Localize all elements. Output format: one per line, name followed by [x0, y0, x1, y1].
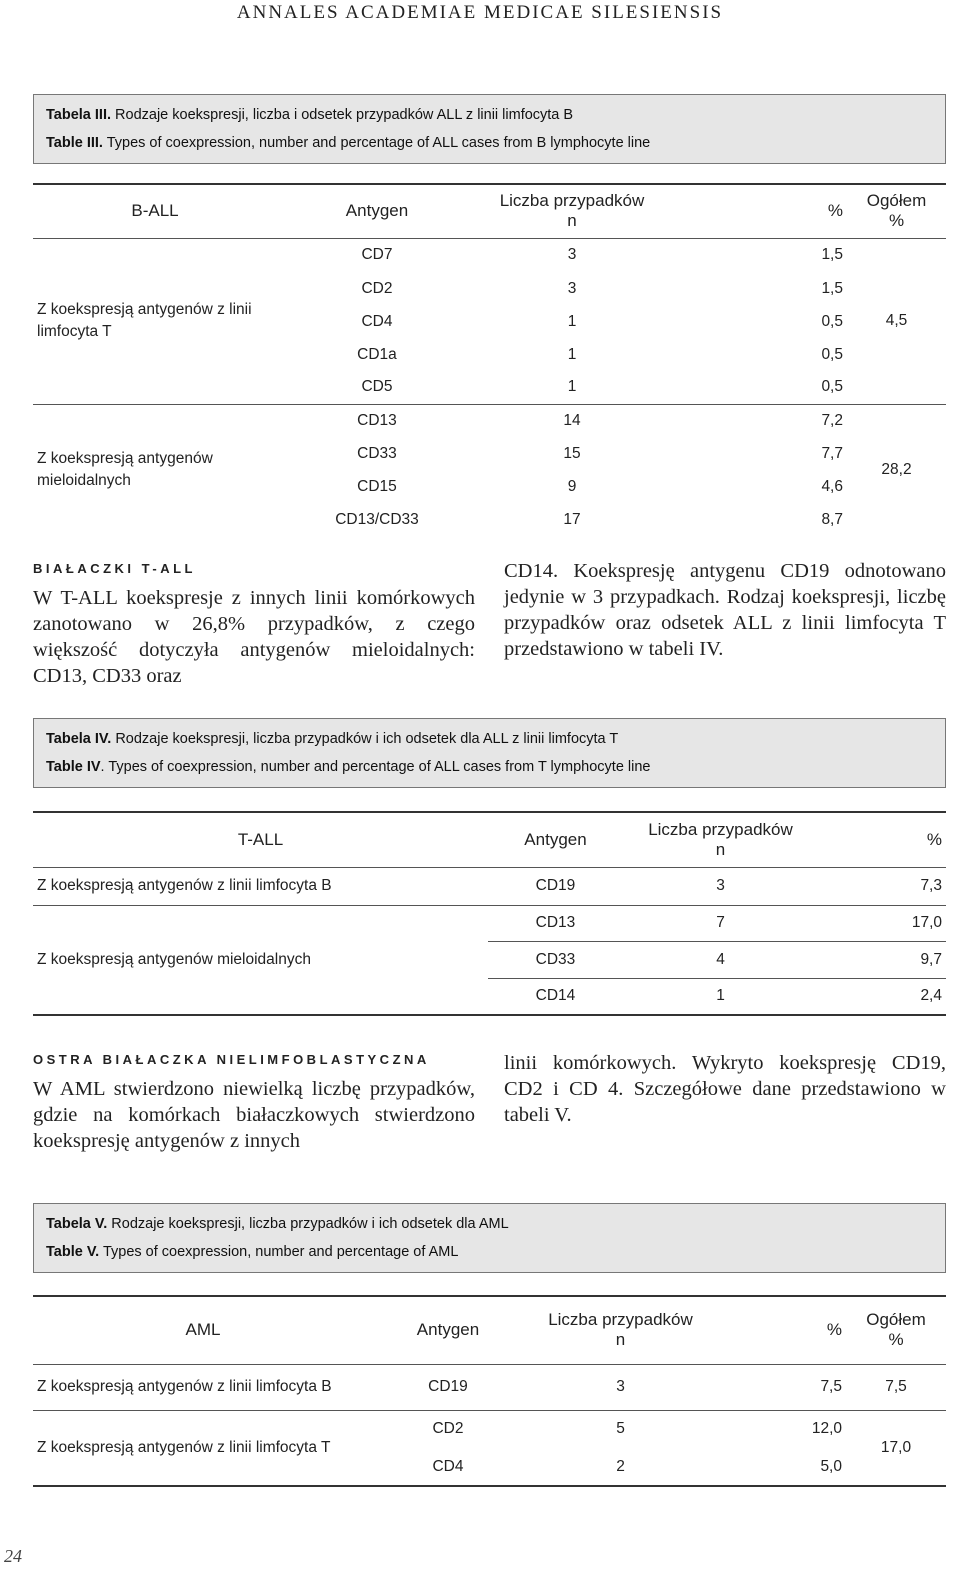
table4-caption: [33, 718, 946, 788]
pct-cell: 1,5: [821, 246, 843, 264]
antigen-cell: CD19: [535, 877, 576, 894]
table5-group1-total: 7,5: [885, 1378, 907, 1395]
pct-cell: 7,7: [821, 444, 843, 462]
table3-header-pct: %: [827, 201, 843, 221]
count-cell: 14: [563, 411, 581, 429]
table-row: [33, 1410, 946, 1448]
table4-caption-pl-label: Tabela IV.: [46, 731, 112, 747]
pct-cell: 5,0: [820, 1457, 842, 1475]
table3-group1-total: 4,5: [847, 238, 946, 404]
pct-cell: 9,7: [920, 950, 942, 968]
table5: [33, 1295, 946, 1487]
table3-header-count: Liczba przypadków n: [499, 191, 645, 231]
table3-header-antigen: Antygen: [345, 201, 409, 221]
pct-cell: 0,5: [821, 312, 843, 330]
pct-cell: 7,2: [821, 411, 843, 429]
table4-header-antigen: Antygen: [524, 829, 587, 849]
section-tall-col2: CD14. Koekspresję antygenu CD19 odnotowano jedynie w 3 przypadkach. Rodzaj koekspresji, liczbę przypadków oraz odsetek ALL z linii limfocyta T przedstawiono w tabeli IV.: [504, 560, 946, 660]
count-cell: 5: [616, 1420, 625, 1438]
table-row: [33, 867, 946, 905]
table3-caption: [33, 94, 946, 164]
table4-group1-label: Z koekspresją antygenów z linii limfocyta B: [37, 877, 332, 894]
table-row: [33, 905, 946, 941]
section-tall-col1: W T-ALL koekspresje z innych linii komórkowych zanotowano w 26,8% przypadków, z czego większość dotyczyła antygenów mieloidalnych: CD13, CD33 oraz: [33, 587, 475, 687]
pct-cell: 4,6: [821, 477, 843, 495]
count-cell: 3: [567, 246, 577, 264]
table3-caption-en-label: Table III.: [46, 135, 103, 151]
pct-cell: 0,5: [821, 345, 843, 363]
table5-caption-pl-label: Tabela V.: [46, 1216, 108, 1232]
section-aml-col2: linii komórkowych. Wykryto koekspresję CD19, CD2 i CD 4. Szczegółowe dane przedstawiono w tabeli V.: [504, 1052, 946, 1126]
pct-cell: 12,0: [811, 1420, 842, 1438]
pct-cell: 7,5: [820, 1378, 842, 1395]
count-cell: 15: [563, 444, 581, 462]
table4-header-pct: %: [926, 829, 942, 849]
table4-group2-label: Z koekspresją antygenów mieloidalnych: [33, 905, 488, 1015]
section-title-tall: BIAŁACZKI T-ALL: [33, 561, 196, 576]
table5-group2-total: 17,0: [846, 1410, 946, 1486]
table3-group1-label: Z koekspresją antygenów z linii limfocyta T: [33, 238, 277, 404]
table5-header-pct: %: [826, 1320, 842, 1340]
pct-cell: 2,4: [920, 987, 942, 1005]
table5-group1-label: Z koekspresją antygenów z linii limfocyta B: [37, 1378, 332, 1395]
section-title-aml: OSTRA BIAŁACZKA NIELIMFOBLASTYCZNA: [33, 1052, 430, 1067]
table5-caption: [33, 1203, 946, 1273]
count-cell: 4: [716, 950, 725, 968]
count-cell: 1: [567, 345, 577, 363]
table5-header-antigen: Antygen: [416, 1320, 480, 1340]
table3-caption-pl: Rodzaje koekspresji, liczba i odsetek przypadków ALL z linii limfocyta B: [111, 107, 574, 123]
table5-header-count: Liczba przypadków n: [548, 1310, 693, 1350]
table5-caption-en: Types of coexpression, number and percentage of AML: [99, 1244, 459, 1260]
table5-group2-label: Z koekspresją antygenów z linii limfocyta T: [33, 1410, 373, 1486]
antigen-cell: CD4: [432, 1457, 464, 1475]
table5-caption-en-label: Table V.: [46, 1244, 100, 1260]
table3-caption-pl-label: Tabela III.: [46, 107, 112, 123]
table-row: [33, 404, 946, 437]
pct-cell: 0,5: [821, 378, 843, 396]
table3-group2-total: 28,2: [881, 461, 912, 479]
table5-caption-pl: Rodzaje koekspresji, liczba przypadków i ich odsetek dla AML: [107, 1216, 509, 1232]
table-row: [33, 1364, 946, 1410]
antigen-cell: CD13: [535, 914, 576, 931]
pct-cell: 8,7: [821, 510, 843, 528]
pct-cell: 17,0: [911, 914, 942, 931]
page-number: 24: [4, 1546, 22, 1566]
count-cell: 1: [567, 312, 577, 330]
antigen-cell: CD14: [535, 987, 576, 1005]
antigen-cell: CD33: [535, 950, 576, 968]
table5-header-total: Ogółem %: [866, 1310, 926, 1350]
table-row: [33, 238, 946, 272]
antigen-cell: CD4: [361, 312, 393, 330]
count-cell: 3: [616, 1378, 625, 1395]
antigen-cell: CD5: [361, 378, 393, 396]
antigen-cell: CD2: [432, 1420, 464, 1438]
table3: [33, 183, 946, 536]
count-cell: 9: [567, 477, 577, 495]
table4-caption-en: . Types of coexpression, number and percentage of ALL cases from T lymphocyte line: [100, 759, 651, 775]
antigen-cell: CD33: [357, 444, 397, 462]
table4-header-count: Liczba przypadków n: [648, 819, 793, 859]
antigen-cell: CD2: [361, 279, 393, 297]
table4: [33, 811, 946, 1016]
antigen-cell: CD1a: [357, 345, 397, 363]
count-cell: 2: [616, 1457, 625, 1475]
count-cell: 17: [563, 510, 581, 528]
count-cell: 3: [567, 279, 577, 297]
antigen-cell: CD19: [428, 1378, 468, 1395]
antigen-cell: CD7: [361, 246, 393, 264]
antigen-cell: CD15: [357, 477, 397, 495]
table3-header-total: Ogółem %: [866, 191, 927, 231]
table3-header-group: B-ALL: [131, 201, 179, 221]
count-cell: 1: [567, 378, 577, 396]
pct-cell: 7,3: [920, 877, 942, 894]
table5-header-group: AML: [185, 1320, 221, 1340]
table3-caption-en: Types of coexpression, number and percentage of ALL cases from B lymphocyte line: [102, 135, 651, 151]
count-cell: 3: [716, 877, 725, 894]
table4-caption-pl: Rodzaje koekspresji, liczba przypadków i ich odsetek dla ALL z linii limfocyta T: [111, 731, 619, 747]
count-cell: 1: [716, 987, 725, 1005]
table4-caption-en-label: Table IV: [46, 759, 101, 775]
antigen-cell: CD13/CD33: [335, 510, 419, 528]
section-aml-col1: W AML stwierdzono niewielką liczbę przypadków, gdzie na komórkach białaczkowych stwierdzono koekspresję antygenów z innych: [33, 1078, 475, 1152]
table4-header-group: T-ALL: [237, 829, 284, 849]
count-cell: 7: [716, 914, 725, 931]
pct-cell: 1,5: [821, 279, 843, 297]
table3-group2-label: Z koekspresją antygenów mieloidalnych: [37, 450, 213, 490]
antigen-cell: CD13: [357, 411, 397, 429]
journal-title: ANNALES ACADEMIAE MEDICAE SILESIENSIS: [236, 2, 724, 23]
